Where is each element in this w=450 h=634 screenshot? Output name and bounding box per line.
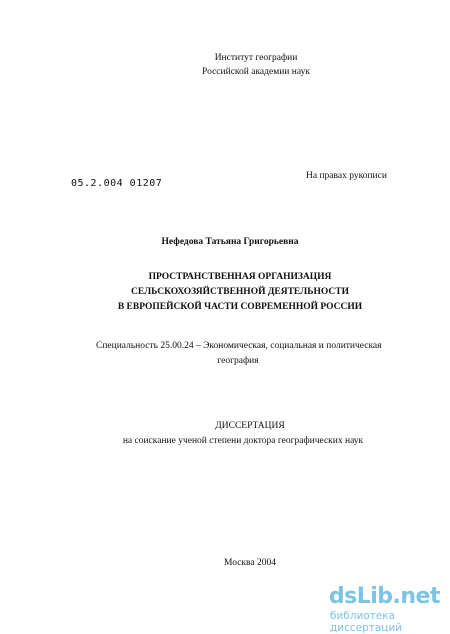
institution-line-2: Российской академии наук bbox=[202, 67, 310, 77]
rights-note: На правах рукописи bbox=[306, 171, 387, 181]
dissertation-heading: ДИССЕРТАЦИЯ bbox=[215, 421, 285, 431]
title-line-2: СЕЛЬСКОХОЗЯЙСТВЕННОЙ ДЕЯТЕЛЬНОСТИ bbox=[131, 287, 349, 297]
specialty-line-2: география bbox=[217, 356, 259, 366]
watermark-caption: библиотека диссертаций bbox=[330, 610, 403, 634]
dissertation-subtitle: на соискание ученой степени доктора географических наук bbox=[122, 436, 364, 446]
institution-line-1: Институт географии bbox=[214, 53, 298, 63]
title-line-1: ПРОСТРАНСТВЕННАЯ ОРГАНИЗАЦИЯ bbox=[148, 272, 332, 282]
author-name: Нефедова Татьяна Григорьевна bbox=[161, 237, 299, 247]
title-line-3: В ЕВРОПЕЙСКОЙ ЧАСТИ СОВРЕМЕННОЙ РОССИИ bbox=[117, 302, 363, 312]
dslib-watermark bbox=[328, 584, 440, 634]
registration-stamp: 05.2.004 01207 bbox=[71, 178, 163, 189]
specialty-line-1: Специальность 25.00.24 – Экономическая, социальная и политическая bbox=[96, 341, 382, 351]
place-and-year: Москва 2004 bbox=[224, 558, 276, 568]
watermark-logo: dsLib.net bbox=[328, 584, 440, 609]
